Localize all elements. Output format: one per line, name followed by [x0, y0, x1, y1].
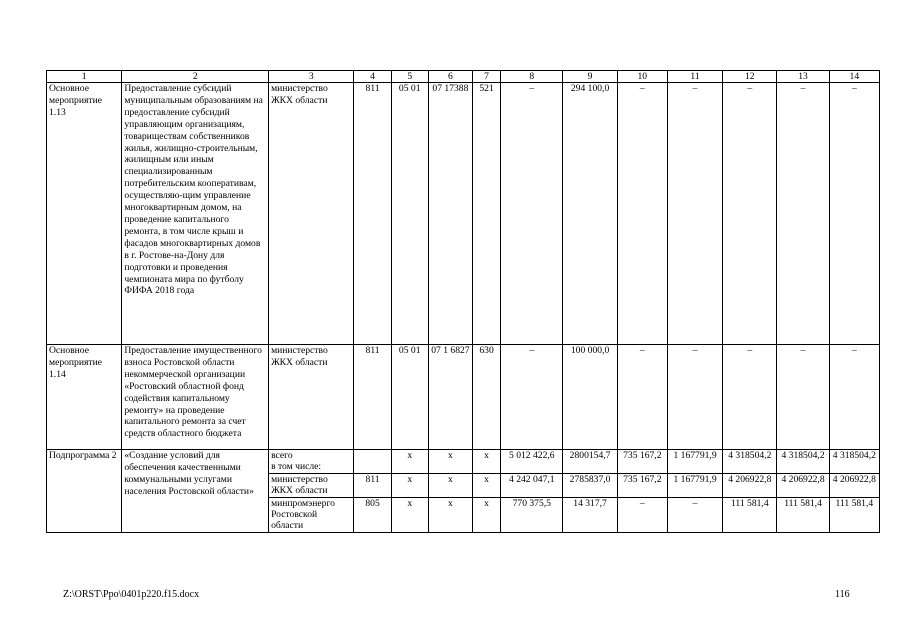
header-cell: 7 [473, 71, 501, 83]
header-cell: 11 [667, 71, 722, 83]
value-cell: – [667, 498, 722, 533]
header-cell: 12 [723, 71, 777, 83]
value-cell: 111 581,4 [777, 498, 829, 533]
value-cell: 770 375,5 [501, 498, 563, 533]
page-number: 116 [835, 589, 850, 600]
activity-description: Предоставление имущественного взноса Ростовской области некоммерческой организации «Ростовский областной фонд содействия капитальному ремонту» на проведение капитального ремонта за счет средств областного бюджета [122, 345, 269, 450]
value-cell: – [723, 345, 777, 450]
header-cell: 2 [122, 71, 269, 83]
executor: министерство ЖКХ области [269, 83, 354, 345]
document-file-path: Z:\ORST\Ppo\0401p220.f15.docx [63, 589, 200, 600]
value-cell: – [829, 345, 879, 450]
executor [269, 498, 354, 533]
section-code: х [391, 498, 428, 533]
target-article: х [428, 450, 472, 474]
value-cell: – [777, 83, 829, 345]
table-row [47, 345, 880, 450]
value-cell: 4 206922,8 [829, 474, 879, 498]
value-cell: 111 581,4 [829, 498, 879, 533]
budget-table [46, 70, 880, 533]
header-cell: 3 [269, 71, 354, 83]
executor-line: министерство [271, 474, 328, 485]
subprogram-id: Подпрограмма 2 [47, 450, 122, 533]
value-cell: 100 000,0 [563, 345, 617, 450]
executor-line: ЖКХ области [271, 485, 328, 496]
grbs-code: 811 [354, 83, 391, 345]
section-code: 05 01 [391, 83, 428, 345]
value-cell: 294 100,0 [563, 83, 617, 345]
expense-type: х [473, 474, 501, 498]
header-cell: 14 [829, 71, 879, 83]
value-cell: – [501, 83, 563, 345]
value-cell: 1 167791,9 [667, 450, 722, 474]
value-cell: – [667, 83, 722, 345]
value-cell: 2800154,7 [563, 450, 617, 474]
subprogram-title: «Создание условий для обеспечения качественными коммунальными услугами населения Ростовской области» [122, 450, 269, 533]
table-header-row [47, 71, 880, 83]
header-cell: 1 [47, 71, 122, 83]
activity-id: Основное мероприятие 1.14 [47, 345, 122, 450]
target-article: 07 17388 [428, 83, 472, 345]
expense-type: 630 [473, 345, 501, 450]
activity-description: Предоставление субсидий муниципальным образованиям на предоставление субсидий управляющим организациям, товариществам собственников жилья, жилищно-строительным, жилищным или иным специализированным потребительским кооперативам, осуществляю-щим управление многоквартирным домом, на проведение капитального ремонта, в том числе крыш и фасадов многоквартирных домов в г. Ростове-на-Дону для подготовки и проведения чемпионата мира по футболу ФИФА 2018 года [122, 83, 269, 345]
executor-line: всего [271, 450, 293, 461]
value-cell: 4 206922,8 [777, 474, 829, 498]
executor-line: в том числе: [271, 461, 322, 472]
executor: министерство ЖКХ области [269, 345, 354, 450]
table-row [47, 450, 880, 474]
executor [269, 450, 354, 474]
header-cell: 8 [501, 71, 563, 83]
value-cell: – [667, 345, 722, 450]
header-cell: 5 [391, 71, 428, 83]
value-cell: 735 167,2 [617, 450, 667, 474]
value-cell: – [617, 498, 667, 533]
value-cell: – [829, 83, 879, 345]
value-cell: 4 318504,2 [829, 450, 879, 474]
executor [269, 474, 354, 498]
grbs-code: 811 [354, 474, 391, 498]
value-cell: 4 318504,2 [777, 450, 829, 474]
value-cell: 111 581,4 [723, 498, 777, 533]
target-article: 07 1 6827 [428, 345, 472, 450]
header-cell: 4 [354, 71, 391, 83]
executor-line: минпромэнерго Ростовской области [271, 498, 335, 531]
target-article: х [428, 498, 472, 533]
value-cell: 4 318504,2 [723, 450, 777, 474]
value-cell: – [617, 345, 667, 450]
value-cell: – [723, 83, 777, 345]
value-cell: – [777, 345, 829, 450]
expense-type: х [473, 450, 501, 474]
expense-type: 521 [473, 83, 501, 345]
section-code: х [391, 450, 428, 474]
value-cell: 14 317,7 [563, 498, 617, 533]
table-row [47, 83, 880, 345]
value-cell: 1 167791,9 [667, 474, 722, 498]
value-cell: – [617, 83, 667, 345]
target-article: х [428, 474, 472, 498]
value-cell: – [501, 345, 563, 450]
activity-id: Основное мероприятие 1.13 [47, 83, 122, 345]
grbs-code: 811 [354, 345, 391, 450]
expense-type: х [473, 498, 501, 533]
value-cell: 5 012 422,6 [501, 450, 563, 474]
section-code: 05 01 [391, 345, 428, 450]
value-cell: 4 206922,8 [723, 474, 777, 498]
grbs-code [354, 450, 391, 474]
value-cell: 2785837,0 [563, 474, 617, 498]
header-cell: 13 [777, 71, 829, 83]
value-cell: 735 167,2 [617, 474, 667, 498]
header-cell: 6 [428, 71, 472, 83]
header-cell: 9 [563, 71, 617, 83]
value-cell: 4 242 047,1 [501, 474, 563, 498]
grbs-code: 805 [354, 498, 391, 533]
header-cell: 10 [617, 71, 667, 83]
section-code: х [391, 474, 428, 498]
